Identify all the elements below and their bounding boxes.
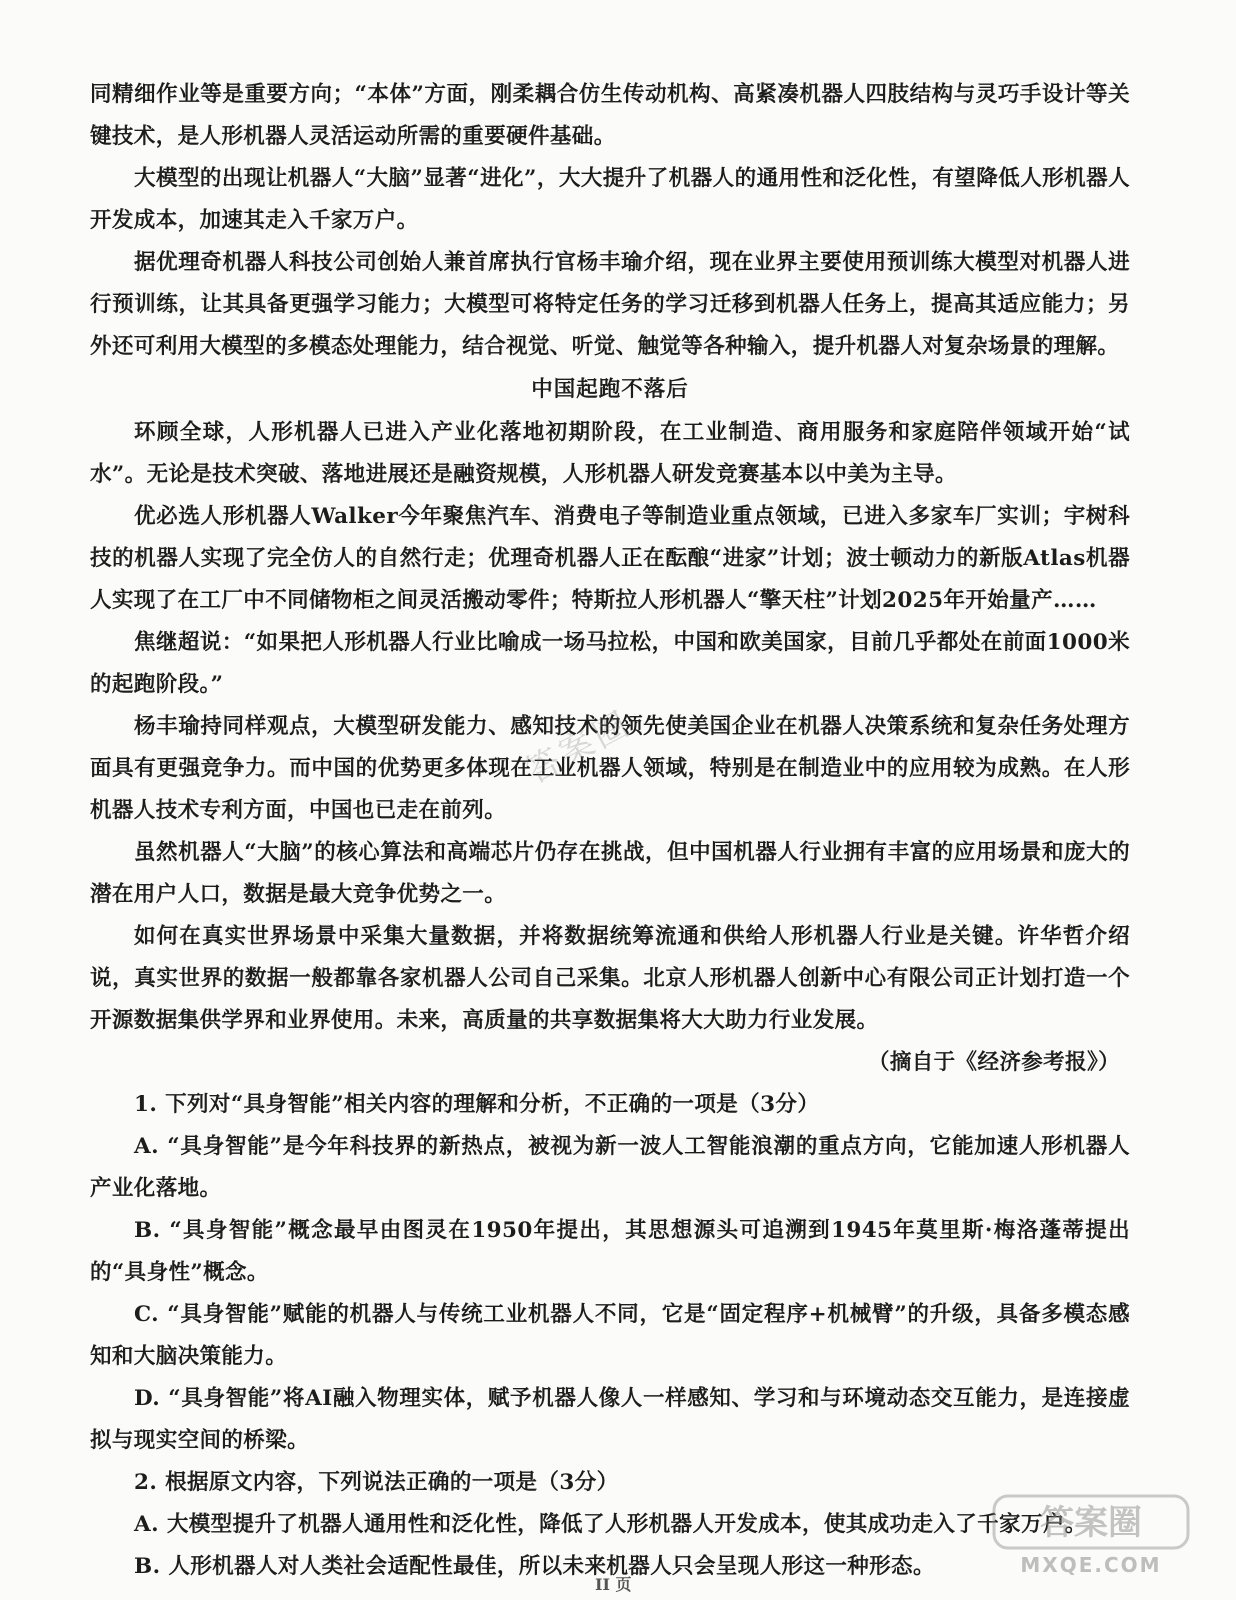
paragraph: 杨丰瑜持同样观点，大模型研发能力、感知技术的领先使美国企业在机器人决策系统和复杂任务处理方面具有更强竞争力。而中国的优势更多体现在工业机器人领域，特别是在制造业中的应用较为成熟。在人形机器人技术专利方面，中国也已走在前列。 <box>90 714 1130 823</box>
paragraph: 如何在真实世界场景中采集大量数据，并将数据统筹流通和供给人形机器人行业是关键。许华哲介绍说，真实世界的数据一般都靠各家机器人公司自己采集。北京人形机器人创新中心有限公司正计划打造一个开源数据集供学界和业界使用。未来，高质量的共享数据集将大大助力行业发展。 <box>90 924 1130 1033</box>
question-1-option-c: C. “具身智能”赋能的机器人与传统工业机器人不同，它是“固定程序+机械臂”的升级，具备多模态感知和大脑决策能力。 <box>90 1302 1130 1369</box>
question-1-option-d: D. “具身智能”将AI融入物理实体，赋予机器人像人一样感知、学习和与环境动态交互能力，是连接虚拟与现实空间的桥梁。 <box>90 1386 1130 1453</box>
question-1-option-b: B. “具身智能”概念最早由图灵在1950年提出，其思想源头可追溯到1945年莫里斯·梅洛蓬蒂提出的“具身性”概念。 <box>90 1218 1130 1285</box>
paragraph: 焦继超说：“如果把人形机器人行业比喻成一场马拉松，中国和欧美国家，目前几乎都处在前面1000米的起跑阶段。” <box>90 630 1130 697</box>
watermark-text: 答案圈 <box>518 703 639 793</box>
question-2-stem: 2. 根据原文内容，下列说法正确的一项是（3分） <box>134 1470 619 1495</box>
paragraph-continuation: 同精细作业等是重要方向；“本体”方面，刚柔耦合仿生传动机构、高紧凑机器人四肢结构与灵巧手设计等关键技术，是人形机器人灵活运动所需的重要硬件基础。 <box>90 82 1130 149</box>
section-heading: 中国起跑不落后 <box>531 377 689 402</box>
watermark-site-text: MXQE.COM <box>1020 1553 1162 1577</box>
page-number: II 页 <box>595 1575 632 1594</box>
source-citation: （摘自于《经济参考报》） <box>867 1050 1120 1075</box>
document-page <box>90 74 1130 1588</box>
paragraph: 据优理奇机器人科技公司创始人兼首席执行官杨丰瑜介绍，现在业界主要使用预训练大模型对机器人进行预训练，让其具备更强学习能力；大模型可将特定任务的学习迁移到机器人任务上，提高其适应能力；另外还可利用大模型的多模态处理能力，结合视觉、听觉、触觉等各种输入，提升机器人对复杂场景的理解。 <box>90 250 1130 359</box>
question-1-option-a: A. “具身智能”是今年科技界的新热点，被视为新一波人工智能浪潮的重点方向，它能加速人形机器人产业化落地。 <box>90 1134 1130 1201</box>
paragraph: 环顾全球，人形机器人已进入产业化落地初期阶段，在工业制造、商用服务和家庭陪伴领域开始“试水”。无论是技术突破、落地进展还是融资规模，人形机器人研发竞赛基本以中美为主导。 <box>90 420 1130 487</box>
watermark-logo-text: 答案圈 <box>1040 1503 1142 1543</box>
question-1-stem: 1. 下列对“具身智能”相关内容的理解和分析，不正确的一项是（3分） <box>134 1092 820 1117</box>
question-2-option-a: A. 大模型提升了机器人通用性和泛化性，降低了人形机器人开发成本，使其成功走入了千家万户。 <box>134 1512 1087 1537</box>
question-2-option-b: B. 人形机器人对人类社会适配性最佳，所以未来机器人只会呈现人形这一种形态。 <box>134 1554 935 1579</box>
watermark-logo-graphic <box>986 1490 1196 1580</box>
watermark-logo <box>986 1490 1196 1580</box>
paragraph: 大模型的出现让机器人“大脑”显著“进化”，大大提升了机器人的通用性和泛化性，有望降低人形机器人开发成本，加速其走入千家万户。 <box>90 166 1130 233</box>
paragraph: 优必选人形机器人Walker今年聚焦汽车、消费电子等制造业重点领域，已进入多家车厂实训；宇树科技的机器人实现了完全仿人的自然行走；优理奇机器人正在酝酿“进家”计划；波士顿动力的新版Atlas机器人实现了在工厂中不同储物柜之间灵活搬动零件；特斯拉人形机器人“擎天柱”计划2025年开始量产…… <box>90 504 1130 613</box>
paragraph: 虽然机器人“大脑”的核心算法和高端芯片仍存在挑战，但中国机器人行业拥有丰富的应用场景和庞大的潜在用户人口，数据是最大竞争优势之一。 <box>90 840 1130 907</box>
